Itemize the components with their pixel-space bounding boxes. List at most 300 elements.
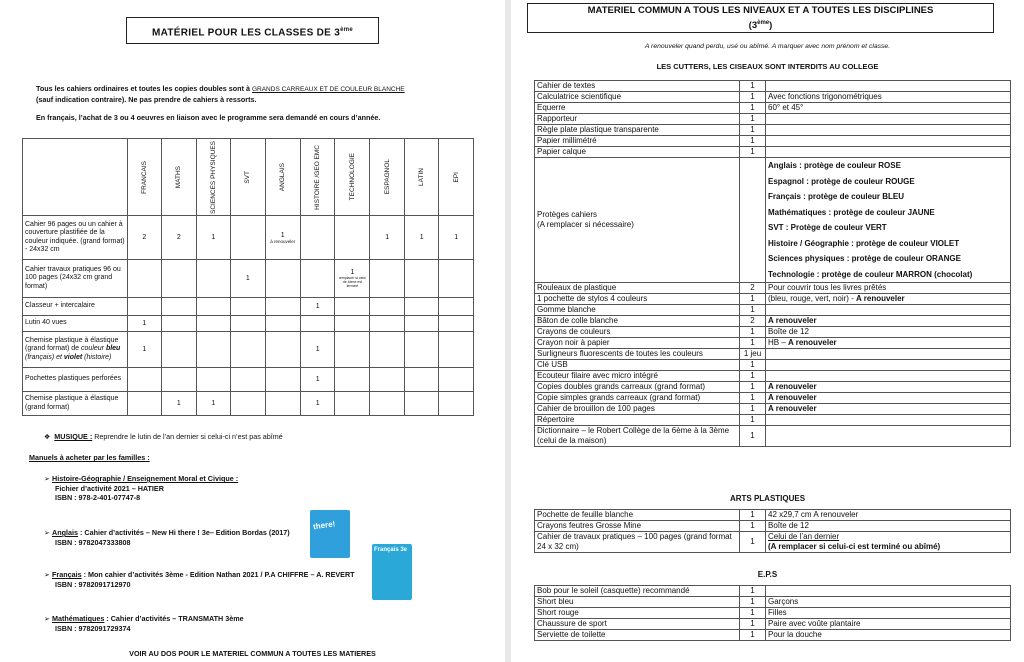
common-row-note-bold: A renouveler xyxy=(768,316,817,325)
matrix-cell xyxy=(404,298,438,316)
common-row-qty: 1 xyxy=(740,382,766,393)
matrix-cell xyxy=(300,216,334,260)
matrix-row xyxy=(23,216,474,260)
matrix-cell xyxy=(300,298,334,316)
arts-row-note xyxy=(766,510,1011,521)
common-row-item: Calculatrice scientifique xyxy=(535,92,740,103)
right-page-title: MATERIEL COMMUN A TOUS LES NIVEAUX ET A TOUTES LES DISCIPLINES (3ème) xyxy=(527,3,994,33)
common-row xyxy=(535,327,1011,338)
dictionary-qty: 1 xyxy=(740,426,766,447)
manuels-title: Manuels à acheter par les familles : xyxy=(29,453,150,462)
common-row xyxy=(535,114,1011,125)
common-row-qty: 2 xyxy=(740,316,766,327)
eps-table xyxy=(534,585,1011,641)
matrix-cell xyxy=(162,368,196,392)
intro-line-3: En français, l’achat de 3 ou 4 oeuvres en liaison avec le programme sera demandé en cours d’année. xyxy=(36,113,381,122)
eps-row-qty: 1 xyxy=(740,586,766,597)
common-row-qty: 1 xyxy=(740,404,766,415)
matrix-row-label: Chemise plastique à élastique (grand format) de couleur bleu (français) et violet (histoire) xyxy=(23,332,128,368)
matrix-row xyxy=(23,368,474,392)
matrix-cell-value: 1 xyxy=(419,234,424,241)
eps-row-qty: 1 xyxy=(740,608,766,619)
proteges-qty xyxy=(740,158,766,283)
protege-color: SVT : Protège de couleur VERT xyxy=(768,223,887,232)
eps-row xyxy=(535,586,1011,597)
common-row xyxy=(535,294,1011,305)
common-row-item: Gomme blanche xyxy=(535,305,740,316)
common-row-note-bold: A renouveler xyxy=(768,393,817,402)
left-footer: VOIR AU DOS POUR LE MATERIEL COMMUN A TOUTES LES MATIERES xyxy=(129,649,376,658)
matrix-cell-value: 2 xyxy=(176,234,181,241)
arts-row-qty: 1 xyxy=(740,510,766,521)
common-row-qty: 1 xyxy=(740,136,766,147)
matrix-cell xyxy=(335,298,370,316)
protege-color: Espagnol : protège de couleur ROUGE xyxy=(768,176,915,186)
common-row-item: Equerre xyxy=(535,103,740,114)
matrix-cell xyxy=(404,332,438,368)
subject-label: FRANCAIS xyxy=(140,160,148,194)
common-row xyxy=(535,92,1011,103)
subject-header xyxy=(265,139,300,216)
common-row-qty: 1 xyxy=(740,415,766,426)
dictionary-note xyxy=(766,426,1011,447)
matrix-cell xyxy=(404,368,438,392)
matrix-cell-value: 1 xyxy=(315,303,320,310)
manuel-isbn: ISBN : 9782091729374 xyxy=(55,623,131,633)
subject-label: EPI xyxy=(452,171,460,183)
common-row-item: Papier calque xyxy=(535,147,740,158)
matrix-cell xyxy=(439,368,474,392)
common-row-qty: 1 xyxy=(740,92,766,103)
matrix-corner xyxy=(23,139,128,216)
arts-tp-note xyxy=(766,532,1011,553)
matrix-cell xyxy=(439,392,474,416)
subject-label: MATHS xyxy=(175,165,183,189)
common-row-qty: 1 xyxy=(740,327,766,338)
common-row xyxy=(535,103,1011,114)
subject-header xyxy=(196,139,230,216)
matrix-cell xyxy=(162,216,196,260)
manuel-item xyxy=(44,614,374,633)
francais-book-cover: Français 3e xyxy=(372,544,412,600)
matrix-cell xyxy=(370,216,404,260)
subject-header xyxy=(439,139,474,216)
matrix-cell-value: 1 xyxy=(211,234,216,241)
common-row-item: Papier millimétré xyxy=(535,136,740,147)
common-row xyxy=(535,338,1011,349)
matrix-cell xyxy=(439,332,474,368)
subject-header xyxy=(162,139,196,216)
common-row-item: Cahier de textes xyxy=(535,81,740,92)
subject-header xyxy=(335,139,370,216)
manuel-subject: Mathématiques xyxy=(52,614,105,623)
common-row-item: Règle plate plastique transparente xyxy=(535,125,740,136)
musique-line: ❖ MUSIQUE : Reprendre le lutin de l’an dernier si celui-ci n’est pas abîmé xyxy=(44,432,283,441)
matrix-cell xyxy=(265,332,300,368)
matrix-cell xyxy=(335,260,370,298)
manuel-isbn: ISBN : 978-2-401-07747-8 xyxy=(55,493,141,502)
matrix-cell xyxy=(300,392,334,416)
matrix-cell xyxy=(162,298,196,316)
protege-color: Sciences physiques : protège de couleur ORANGE xyxy=(768,254,961,263)
common-row-note xyxy=(766,393,1011,404)
common-supplies-table xyxy=(534,80,1011,447)
matrix-cell xyxy=(231,392,265,416)
matrix-cell xyxy=(335,316,370,332)
arts-tp-note-2: (A remplacer si celui-ci est terminé ou abîmé) xyxy=(768,542,941,551)
matrix-cell xyxy=(439,316,474,332)
matrix-cell xyxy=(265,216,300,260)
common-row xyxy=(535,283,1011,294)
eps-row-item: Short bleu xyxy=(535,597,740,608)
eps-row-note xyxy=(766,619,1011,630)
matrix-cell xyxy=(335,332,370,368)
bullet-icon: ➢ xyxy=(44,474,53,483)
arts-tp-item: Cahier de travaux pratiques – 100 pages (grand format 24 x 32 cm) xyxy=(535,532,740,553)
common-row-note xyxy=(766,81,1011,92)
subject-label: SVT xyxy=(244,170,252,184)
matrix-cell xyxy=(196,368,230,392)
common-row-note xyxy=(766,404,1011,415)
protege-color: Technologie : protège de couleur MARRON (chocolat) xyxy=(768,269,973,279)
matrix-cell xyxy=(231,216,265,260)
matrix-row xyxy=(23,316,474,332)
eps-row-note-text: Paire avec voûte plantaire xyxy=(768,619,861,628)
common-row xyxy=(535,136,1011,147)
common-row-qty: 2 xyxy=(740,283,766,294)
common-row-note xyxy=(766,283,1011,294)
common-row-note xyxy=(766,136,1011,147)
common-row-note xyxy=(766,382,1011,393)
eps-row xyxy=(535,630,1011,641)
common-row-qty: 1 xyxy=(740,360,766,371)
matrix-cell xyxy=(300,260,334,298)
proteges-row xyxy=(535,158,1011,283)
intro-line-1: Tous les cahiers ordinaires et toutes les copies doubles sont à GRANDS CARREAUX ET DE COULEUR BLANCHE xyxy=(36,84,405,93)
common-row xyxy=(535,404,1011,415)
matrix-cell xyxy=(370,260,404,298)
matrix-cell xyxy=(265,392,300,416)
proteges-sub: (A remplacer si nécessaire) xyxy=(537,220,634,229)
matrix-cell xyxy=(127,332,161,368)
common-row-qty: 1 xyxy=(740,305,766,316)
matrix-row xyxy=(23,332,474,368)
matrix-cell xyxy=(196,316,230,332)
common-row-note xyxy=(766,103,1011,114)
subject-label: SCIENCES PHYSIQUES xyxy=(209,140,217,214)
eps-row-item: Chaussure de sport xyxy=(535,619,740,630)
matrix-cell-note: à renouveler xyxy=(270,238,296,244)
matrix-cell xyxy=(127,216,161,260)
matrix-cell xyxy=(370,316,404,332)
matrix-cell xyxy=(335,368,370,392)
common-row-note xyxy=(766,316,1011,327)
common-row-qty: 1 xyxy=(740,338,766,349)
matrix-cell xyxy=(231,298,265,316)
matrix-cell-value: 1 xyxy=(142,346,147,353)
common-row-qty: 1 xyxy=(740,147,766,158)
eps-row xyxy=(535,619,1011,630)
common-row-note xyxy=(766,294,1011,305)
matrix-cell xyxy=(370,392,404,416)
common-row-item: Surligneurs fluorescents de toutes les couleurs xyxy=(535,349,740,360)
matrix-cell xyxy=(127,392,161,416)
matrix-cell xyxy=(196,216,230,260)
subject-header xyxy=(300,139,334,216)
common-row-qty: 1 xyxy=(740,294,766,305)
eps-row-item: Short rouge xyxy=(535,608,740,619)
common-row-note xyxy=(766,327,1011,338)
matrix-cell xyxy=(231,260,265,298)
matrix-cell-value: 1 xyxy=(385,234,390,241)
matrix-cell xyxy=(335,216,370,260)
arts-tp-note-1: Celui de l’an dernier xyxy=(768,532,840,541)
manuel-item xyxy=(44,570,374,589)
manuel-detail: : Mon cahier d’activités 3ème - Edition Nathan 2021 / P.A CHIFFRE – A. REVERT xyxy=(81,570,355,579)
common-row-qty: 1 xyxy=(740,103,766,114)
forbidden-warning: LES CUTTERS, LES CISEAUX SONT INTERDITS AU COLLEGE xyxy=(656,62,879,71)
matrix-row-label: Pochettes plastiques perforées xyxy=(23,368,128,392)
matrix-row-label: Lutin 40 vues xyxy=(23,316,128,332)
protege-color: Français : protège de couleur BLEU xyxy=(768,192,905,201)
common-row-qty: 1 xyxy=(740,81,766,92)
common-row-item: Ecouteur filaire avec micro intégré xyxy=(535,371,740,382)
matrix-cell xyxy=(196,298,230,316)
matrix-cell xyxy=(404,260,438,298)
matrix-row xyxy=(23,298,474,316)
matrix-cell xyxy=(265,368,300,392)
bullet-icon: ➢ xyxy=(44,614,53,623)
arts-tp-qty: 1 xyxy=(740,532,766,553)
matrix-cell xyxy=(127,316,161,332)
subject-header xyxy=(127,139,161,216)
arts-row xyxy=(535,510,1011,521)
bullet-icon: ➢ xyxy=(44,570,53,579)
manuel-detail: : Cahier d’activités – New Hi there ! 3e– Edition Bordas (2017) xyxy=(78,528,290,537)
manuel-subject: Histoire-Géographie / Enseignement Moral et Civique : xyxy=(52,474,239,483)
subject-label: TECHNOLOGIE xyxy=(348,153,356,201)
dictionary-item: Dictionnaire – le Robert Collège de la 6ème à la 3ème (celui de la maison) xyxy=(535,426,740,447)
common-row-item: Répertoire xyxy=(535,415,740,426)
common-row-note xyxy=(766,147,1011,158)
matrix-cell xyxy=(404,392,438,416)
common-row-item: Copies doubles grands carreaux (grand format) xyxy=(535,382,740,393)
eps-title: E.P.S xyxy=(757,570,778,579)
left-page xyxy=(0,0,505,662)
common-row-note-bold: A renouveler xyxy=(856,294,905,303)
left-page-title: MATÉRIEL POUR LES CLASSES DE 3ème xyxy=(126,17,379,44)
matrix-row-label: Chemise plastique à élastique (grand format) xyxy=(23,392,128,416)
common-row-qty: 1 xyxy=(740,125,766,136)
common-row-item: Copie simples grands carreaux (grand format) xyxy=(535,393,740,404)
matrix-cell xyxy=(265,298,300,316)
matrix-cell xyxy=(300,332,334,368)
matrix-row-label: Classeur + intercalaire xyxy=(23,298,128,316)
proteges-item xyxy=(535,158,740,283)
matrix-cell-value: 1 xyxy=(350,269,355,276)
eps-row-note xyxy=(766,630,1011,641)
common-row-note-text: HB – xyxy=(768,338,789,347)
subject-header xyxy=(404,139,438,216)
common-row xyxy=(535,349,1011,360)
common-row-qty: 1 xyxy=(740,393,766,404)
proteges-label: Protèges cahiers xyxy=(537,210,598,219)
arts-tp-row xyxy=(535,532,1011,553)
matrix-cell-value: 1 xyxy=(176,400,181,407)
anglais-book-cover: there! xyxy=(310,510,350,558)
eps-row-note-text: Garçons xyxy=(768,597,799,606)
matrix-cell-value: 1 xyxy=(142,320,147,327)
matrix-cell xyxy=(162,332,196,368)
matrix-cell xyxy=(127,260,161,298)
matrix-cell xyxy=(370,332,404,368)
common-row-note-text: (bleu, rouge, vert, noir) - xyxy=(768,294,857,303)
arts-title: ARTS PLASTIQUES xyxy=(729,494,806,503)
arts-row-item: Pochette de feuille blanche xyxy=(535,510,740,521)
common-row-item: Rouleaux de plastique xyxy=(535,283,740,294)
eps-row-item: Serviette de toilette xyxy=(535,630,740,641)
arts-table xyxy=(534,509,1011,553)
matrix-cell-value: 1 xyxy=(211,400,216,407)
common-row xyxy=(535,371,1011,382)
manuel-isbn: ISBN : 9782047333808 xyxy=(55,537,131,547)
matrix-cell xyxy=(196,332,230,368)
bullet-icon: ➢ xyxy=(44,528,53,537)
common-row xyxy=(535,147,1011,158)
matrix-cell xyxy=(231,316,265,332)
manuel-item xyxy=(44,474,374,503)
subject-label: LATIN xyxy=(418,168,426,186)
matrix-cell xyxy=(439,216,474,260)
eps-row-item: Bob pour le soleil (casquette) recommandé xyxy=(535,586,740,597)
protege-color: Histoire / Géographie : protège de couleur VIOLET xyxy=(768,238,960,248)
eps-row-qty: 1 xyxy=(740,630,766,641)
common-row-note xyxy=(766,305,1011,316)
matrix-cell xyxy=(127,298,161,316)
matrix-row-label: Cahier travaux pratiques 96 ou 100 pages (24x32 cm grand format) xyxy=(23,260,128,298)
subject-label: ESPAGNOL xyxy=(383,159,391,195)
eps-row-note-text: Pour la douche xyxy=(768,630,822,639)
matrix-cell-value: 1 xyxy=(315,376,320,383)
matrix-cell xyxy=(231,368,265,392)
manuel-isbn: ISBN : 9782091712970 xyxy=(55,579,131,589)
common-row-item: Crayons de couleurs xyxy=(535,327,740,338)
subject-header xyxy=(231,139,265,216)
matrix-cell xyxy=(265,260,300,298)
matrix-cell xyxy=(162,316,196,332)
common-row-note-text: Avec fonctions trigonométriques xyxy=(768,92,882,101)
common-row-note xyxy=(766,415,1011,426)
common-row xyxy=(535,360,1011,371)
matrix-row-label: Cahier 96 pages ou un cahier à couverture plastifiée de la couleur indiquée. (grand format) - 24x32 cm xyxy=(23,216,128,260)
common-row xyxy=(535,305,1011,316)
matrix-cell-value: 1 xyxy=(245,275,250,282)
common-row xyxy=(535,393,1011,404)
matrix-cell xyxy=(300,368,334,392)
subject-header xyxy=(370,139,404,216)
subject-label: HISTOIRE /GEO EMC xyxy=(314,144,322,210)
matrix-cell xyxy=(300,316,334,332)
common-row-item: 1 pochette de stylos 4 couleurs xyxy=(535,294,740,305)
eps-row-qty: 1 xyxy=(740,619,766,630)
matrix-row xyxy=(23,392,474,416)
renew-note: A renouveler quand perdu, usé ou abîmé. A marquer avec nom prénom et classe. xyxy=(644,43,891,50)
supplies-matrix xyxy=(22,138,474,416)
intro-line-2: (sauf indication contraire). Ne pas prendre de cahiers à ressorts. xyxy=(36,95,257,104)
common-row xyxy=(535,382,1011,393)
arts-row xyxy=(535,521,1011,532)
common-row-note xyxy=(766,338,1011,349)
common-row-qty: 1 xyxy=(740,114,766,125)
matrix-cell xyxy=(404,216,438,260)
common-row-note-text: 60° et 45° xyxy=(768,103,804,112)
common-row xyxy=(535,316,1011,327)
matrix-cell xyxy=(404,316,438,332)
eps-row-note xyxy=(766,597,1011,608)
protege-color: Mathématiques : protège de couleur JAUNE xyxy=(768,207,935,217)
dictionary-row xyxy=(535,426,1011,447)
matrix-cell xyxy=(196,392,230,416)
matrix-cell-value: 1 xyxy=(315,400,320,407)
matrix-cell xyxy=(231,332,265,368)
common-row-note-text: Boîte de 12 xyxy=(768,327,809,336)
eps-row-note-text: Filles xyxy=(768,608,787,617)
manuel-detail: Fichier d’activité 2021 – HATIER xyxy=(55,483,164,493)
common-row-note-bold: A renouveler xyxy=(768,404,817,413)
arts-row-note-text: Boîte de 12 xyxy=(768,521,809,530)
common-row-note-bold: A renouveler xyxy=(768,382,817,391)
matrix-cell-value: 1 xyxy=(280,231,285,239)
proteges-list xyxy=(766,158,1011,283)
eps-row-note xyxy=(766,586,1011,597)
common-row-qty: 1 xyxy=(740,371,766,382)
matrix-cell xyxy=(335,392,370,416)
arts-row-note-text: 42 x29,7 cm A renouveler xyxy=(768,510,859,519)
matrix-cell xyxy=(370,298,404,316)
common-row-qty: 1 jeu xyxy=(740,349,766,360)
matrix-cell-value: 1 xyxy=(315,346,320,353)
common-row-note xyxy=(766,114,1011,125)
common-row xyxy=(535,415,1011,426)
eps-row xyxy=(535,597,1011,608)
matrix-row xyxy=(23,260,474,298)
common-row-note xyxy=(766,360,1011,371)
matrix-cell xyxy=(196,260,230,298)
eps-row-qty: 1 xyxy=(740,597,766,608)
common-row-note-bold: A renouveler xyxy=(788,338,837,347)
eps-row-note xyxy=(766,608,1011,619)
protege-color: Anglais : protège de couleur ROSE xyxy=(768,161,901,170)
common-row-item: Rapporteur xyxy=(535,114,740,125)
arts-row-note xyxy=(766,521,1011,532)
eps-row xyxy=(535,608,1011,619)
common-row xyxy=(535,125,1011,136)
manuel-subject: Anglais xyxy=(52,528,78,537)
common-row-note-text: Pour couvrir tous les livres prêtés xyxy=(768,283,887,292)
matrix-cell-value: 2 xyxy=(142,234,147,241)
manuel-subject: Français xyxy=(52,570,82,579)
common-row-note xyxy=(766,125,1011,136)
matrix-cell xyxy=(127,368,161,392)
common-row-item: Cahier de brouillon de 100 pages xyxy=(535,404,740,415)
matrix-cell xyxy=(162,260,196,298)
matrix-cell xyxy=(370,368,404,392)
right-page xyxy=(511,0,1024,662)
matrix-cell xyxy=(265,316,300,332)
subject-label: ANGLAIS xyxy=(279,162,287,192)
manuel-detail: : Cahier d’activités – TRANSMATH 3ème xyxy=(104,614,244,623)
matrix-cell xyxy=(439,260,474,298)
